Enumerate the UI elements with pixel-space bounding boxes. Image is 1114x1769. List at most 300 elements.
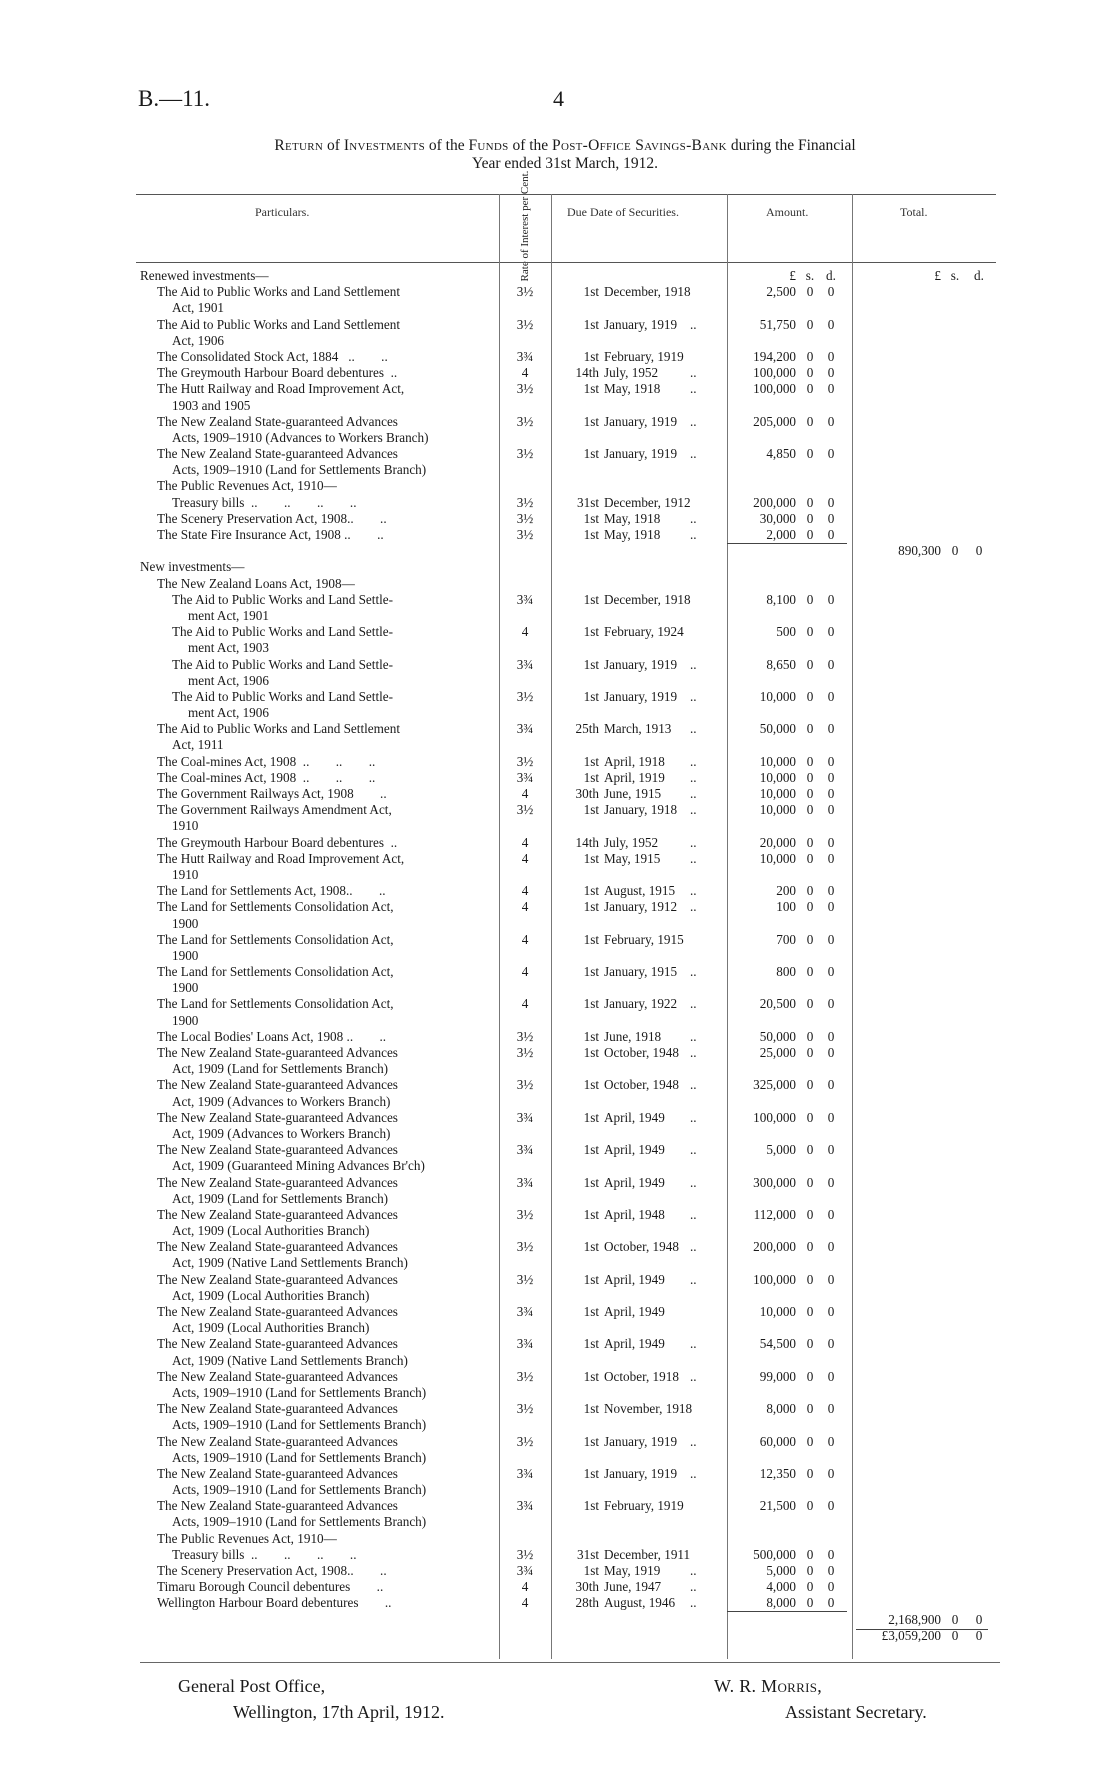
due-month-cell: June, 1915: [604, 786, 662, 801]
amount-shillings-cell: 0: [806, 1563, 814, 1578]
amount-pounds-cell: 54,500: [759, 1336, 796, 1352]
rate-cell: 3½: [516, 1206, 534, 1222]
amount-pence-cell: 0: [827, 365, 835, 381]
table-row: [0, 1498, 1114, 1514]
table-row: [0, 705, 1114, 721]
particulars-cell: The State Fire Insurance Act, 1908 .. ..: [157, 527, 384, 542]
particulars-cell: The New Zealand State-guaranteed Advances: [157, 1465, 398, 1481]
due-month-cell: January, 1912: [604, 899, 678, 915]
due-day-cell: 1st: [583, 446, 599, 462]
amount-pence-cell: 0: [827, 721, 835, 737]
title-segment: of: [323, 137, 344, 154]
leader-dots: ..: [690, 1563, 697, 1578]
amount-pounds-cell: 2,500: [766, 284, 796, 300]
particulars-cell: Acts, 1909–1910 (Land for Settlements Branch): [172, 462, 427, 478]
amount-shillings-cell: 0: [806, 802, 814, 818]
amount-shillings-cell: 0: [806, 1368, 814, 1384]
rate-cell: 3¾: [516, 1498, 534, 1514]
table-row: [0, 916, 1114, 932]
due-day-cell: 1st: [583, 1498, 599, 1514]
due-day-cell: 1st: [583, 1142, 599, 1158]
particulars-cell: The Greymouth Harbour Board debentures ..: [157, 365, 398, 381]
rate-cell: 3¾: [516, 1109, 534, 1125]
due-month-cell: December, 1912: [604, 494, 691, 510]
amount-pounds-cell: 60,000: [759, 1433, 796, 1449]
amount-shillings-cell: 0: [806, 769, 814, 785]
rate-cell: 4: [521, 365, 529, 381]
particulars-cell: The Aid to Public Works and Land Settle-: [172, 591, 394, 607]
table-row: [0, 592, 1114, 608]
amount-pence-cell: 0: [827, 1433, 835, 1449]
amount-shillings-cell: 0: [806, 1595, 814, 1611]
column-header-rate: [500, 170, 550, 282]
table-row: [0, 1272, 1114, 1288]
particulars-cell: Acts, 1909–1910 (Land for Settlements Branch): [172, 1514, 427, 1530]
due-day-cell: 30th: [575, 1579, 599, 1595]
amount-pounds-cell: 100,000: [753, 1109, 796, 1125]
leader-dots: ..: [690, 769, 697, 785]
total-pence-cell: 0: [975, 1611, 983, 1627]
table-row: [0, 1255, 1114, 1271]
amount-pounds-cell: 100,000: [753, 365, 796, 381]
amount-pence-cell: 0: [827, 883, 835, 899]
table-row: [0, 1304, 1114, 1320]
table-row: [0, 1158, 1114, 1174]
particulars-cell: The Land for Settlements Consolidation Act,: [157, 931, 394, 947]
particulars-cell: Acts, 1909–1910 (Land for Settlements Branch): [172, 1449, 427, 1465]
amount-shillings-cell: 0: [806, 899, 814, 915]
table-row: [0, 754, 1114, 770]
leader-dots: ..: [690, 996, 697, 1012]
rate-cell: 3½: [516, 1271, 534, 1287]
due-month-cell: June, 1918: [604, 1028, 662, 1044]
leader-dots: ..: [690, 964, 697, 980]
total-pence-cell: d.: [974, 268, 984, 283]
table-row: [0, 608, 1114, 624]
rate-cell: 3¾: [516, 348, 534, 364]
due-day-cell: 1st: [583, 931, 599, 947]
particulars-cell: The New Zealand State-guaranteed Advances: [157, 1206, 398, 1222]
table-row: [0, 1175, 1114, 1191]
particulars-cell: 1903 and 1905: [172, 397, 251, 413]
leader-dots: ..: [690, 316, 697, 332]
amount-shillings-cell: 0: [806, 1546, 814, 1562]
amount-pence-cell: 0: [827, 527, 835, 542]
amount-pence-cell: 0: [827, 769, 835, 785]
leader-dots: ..: [690, 802, 697, 818]
amount-shillings-cell: 0: [806, 316, 814, 332]
amount-pence-cell: 0: [827, 931, 835, 947]
particulars-cell: The New Zealand State-guaranteed Advances: [157, 1109, 398, 1125]
due-month-cell: October, 1948: [604, 1045, 679, 1060]
title-segment: Investments: [343, 137, 425, 154]
due-day-cell: 1st: [583, 591, 599, 607]
due-day-cell: 1st: [583, 964, 599, 980]
particulars-cell: 1910: [172, 866, 199, 882]
rate-cell: 3½: [516, 510, 534, 526]
amount-shillings-cell: 0: [806, 1271, 814, 1287]
table-row: [0, 737, 1114, 753]
amount-pence-cell: 0: [827, 1498, 835, 1514]
due-month-cell: April, 1949: [604, 1174, 665, 1190]
particulars-cell: Act, 1909 (Land for Settlements Branch): [172, 1190, 389, 1206]
table-row: [0, 1288, 1114, 1304]
amount-pounds-cell: 10,000: [759, 769, 796, 785]
leader-dots: ..: [690, 899, 697, 915]
particulars-cell: The New Zealand State-guaranteed Advances: [157, 1336, 398, 1352]
amount-pence-cell: 0: [827, 1174, 835, 1190]
table-row: [0, 1207, 1114, 1223]
amount-pounds-cell: 5,000: [766, 1563, 796, 1578]
amount-pounds-cell: £: [789, 268, 796, 283]
due-month-cell: May, 1918: [604, 527, 661, 542]
rate-cell: 3¾: [516, 1142, 534, 1158]
particulars-cell: Timaru Borough Council debentures ..: [157, 1579, 384, 1595]
amount-pounds-cell: 300,000: [753, 1174, 796, 1190]
amount-pence-cell: 0: [827, 348, 835, 364]
table-row: [0, 851, 1114, 867]
amount-shillings-cell: 0: [806, 1465, 814, 1481]
leader-dots: ..: [690, 1465, 697, 1481]
leader-dots: ..: [690, 688, 697, 704]
particulars-cell: ment Act, 1903: [188, 640, 269, 656]
amount-pounds-cell: 10,000: [759, 753, 796, 769]
due-month-cell: February, 1919: [604, 1498, 684, 1514]
rate-cell: 3½: [516, 753, 534, 769]
amount-pounds-cell: 10,000: [759, 802, 796, 818]
due-day-cell: 1st: [583, 624, 599, 640]
due-month-cell: May, 1918: [604, 510, 661, 526]
amount-shillings-cell: 0: [806, 510, 814, 526]
leader-dots: ..: [690, 1336, 697, 1352]
due-day-cell: 1st: [583, 850, 599, 866]
due-month-cell: July, 1952: [604, 834, 659, 850]
table-row: [0, 365, 1114, 381]
amount-pence-cell: 0: [827, 1304, 835, 1319]
leader-dots: ..: [690, 721, 697, 737]
amount-pence-cell: 0: [827, 1077, 835, 1093]
amount-pounds-cell: 200,000: [753, 494, 796, 510]
amount-shillings-cell: 0: [806, 996, 814, 1012]
amount-pounds-cell: 325,000: [753, 1077, 796, 1093]
table-row: [0, 430, 1114, 446]
leader-dots: ..: [690, 1433, 697, 1449]
amount-pence-cell: 0: [827, 1579, 835, 1595]
document-reference: B.—11.: [138, 86, 210, 111]
amount-pence-cell: 0: [827, 1595, 835, 1611]
particulars-cell: Act, 1909 (Local Authorities Branch): [172, 1223, 370, 1239]
amount-pounds-cell: 99,000: [759, 1368, 796, 1384]
leader-dots: ..: [690, 1142, 697, 1158]
due-month-cell: August, 1946: [604, 1595, 676, 1611]
amount-pounds-cell: 50,000: [759, 1028, 796, 1044]
signatory-title: Assistant Secretary.: [785, 1702, 927, 1722]
due-day-cell: 1st: [583, 1077, 599, 1093]
amount-pounds-cell: 8,000: [766, 1401, 796, 1417]
due-month-cell: April, 1949: [604, 1271, 665, 1287]
total-pounds-cell: 2,168,900: [888, 1611, 941, 1627]
table-row: [0, 1595, 1114, 1611]
amount-shillings-cell: 0: [806, 365, 814, 381]
amount-shillings-cell: 0: [806, 1206, 814, 1222]
particulars-cell: ment Act, 1906: [188, 672, 269, 688]
particulars-cell: The New Zealand State-guaranteed Advances: [157, 1271, 398, 1287]
table-row: [0, 317, 1114, 333]
particulars-cell: ment Act, 1901: [188, 607, 269, 623]
amount-shillings-cell: 0: [806, 1045, 814, 1060]
rate-cell: 4: [521, 931, 529, 947]
total-shillings-cell: 0: [951, 543, 959, 559]
leader-dots: ..: [690, 510, 697, 526]
leader-dots: ..: [690, 1077, 697, 1093]
table-row: [0, 673, 1114, 689]
table-row: [0, 1369, 1114, 1385]
due-day-cell: 1st: [583, 769, 599, 785]
due-month-cell: May, 1919: [604, 1563, 661, 1578]
particulars-cell: The Consolidated Stock Act, 1884 .. ..: [157, 348, 388, 364]
particulars-cell: The Aid to Public Works and Land Settle-: [172, 624, 394, 640]
amount-shillings-cell: 0: [806, 753, 814, 769]
due-day-cell: 1st: [583, 753, 599, 769]
amount-pounds-cell: 50,000: [759, 721, 796, 737]
table-row: [0, 835, 1114, 851]
rate-cell: 3¾: [516, 1336, 534, 1352]
table-row: [0, 511, 1114, 527]
due-month-cell: October, 1948: [604, 1239, 679, 1255]
particulars-cell: The New Zealand State-guaranteed Advances: [157, 1045, 398, 1060]
due-month-cell: May, 1915: [604, 850, 661, 866]
rate-cell: 4: [521, 899, 529, 915]
table-row: [0, 268, 1114, 284]
table-row: [0, 1191, 1114, 1207]
due-day-cell: 1st: [583, 527, 599, 542]
amount-pence-cell: 0: [827, 591, 835, 607]
title-segment: Funds: [468, 137, 509, 154]
amount-pence-cell: 0: [827, 753, 835, 769]
amount-shillings-cell: 0: [806, 1174, 814, 1190]
leader-dots: ..: [690, 850, 697, 866]
particulars-cell: Act, 1909 (Guaranteed Mining Advances Br'ch): [172, 1158, 425, 1174]
amount-pounds-cell: 4,000: [766, 1579, 796, 1595]
due-day-cell: 14th: [575, 365, 599, 381]
table-row: [0, 964, 1114, 980]
amount-shillings-cell: 0: [806, 1239, 814, 1255]
particulars-cell: The Public Revenues Act, 1910—: [157, 478, 337, 494]
total-pence-cell: 0: [975, 1627, 983, 1643]
rate-cell: 4: [521, 850, 529, 866]
table-row: [0, 543, 1114, 559]
due-day-cell: 1st: [583, 1045, 599, 1060]
table-row: [0, 1336, 1114, 1352]
particulars-cell: The Coal-mines Act, 1908 .. .. ..: [157, 753, 376, 769]
amount-pounds-cell: 21,500: [759, 1498, 796, 1514]
rate-cell: 3½: [516, 1239, 534, 1255]
table-row: [0, 1029, 1114, 1045]
amount-pence-cell: 0: [827, 1271, 835, 1287]
due-day-cell: 1st: [583, 656, 599, 672]
leader-dots: ..: [690, 381, 697, 397]
rate-cell: 3½: [516, 1045, 534, 1060]
amount-shillings-cell: 0: [806, 688, 814, 704]
due-month-cell: February, 1924: [604, 624, 684, 640]
particulars-cell: Act, 1909 (Advances to Workers Branch): [172, 1125, 391, 1141]
amount-pounds-cell: 500: [776, 624, 796, 640]
table-row: [0, 559, 1114, 575]
particulars-cell: The Aid to Public Works and Land Settle-: [172, 656, 394, 672]
title-line-2: Year ended 31st March, 1912.: [471, 155, 659, 172]
due-month-cell: February, 1915: [604, 931, 684, 947]
particulars-cell: The New Zealand Loans Act, 1908—: [157, 575, 355, 591]
amount-pounds-cell: 30,000: [759, 510, 796, 526]
due-day-cell: 1st: [583, 1109, 599, 1125]
total-shillings-cell: 0: [951, 1627, 959, 1643]
table-row: [0, 640, 1114, 656]
particulars-cell: The Aid to Public Works and Land Settlement: [157, 721, 400, 737]
amount-pence-cell: 0: [827, 996, 835, 1012]
table-row: [0, 1612, 1114, 1628]
amount-pence-cell: 0: [827, 284, 835, 300]
table-row: [0, 883, 1114, 899]
rate-cell: 4: [521, 964, 529, 980]
amount-shillings-cell: 0: [806, 883, 814, 899]
particulars-cell: The Greymouth Harbour Board debentures ..: [157, 834, 398, 850]
amount-shillings-cell: 0: [806, 413, 814, 429]
amount-pence-cell: 0: [827, 316, 835, 332]
rate-cell: 4: [521, 1579, 529, 1595]
rate-cell: 4: [521, 624, 529, 640]
amount-pence-cell: 0: [827, 494, 835, 510]
table-row: [0, 1563, 1114, 1579]
rate-cell: 3¾: [516, 656, 534, 672]
amount-shillings-cell: 0: [806, 624, 814, 640]
particulars-cell: The Scenery Preservation Act, 1908.. ..: [157, 510, 387, 526]
amount-shillings-cell: s.: [805, 268, 815, 283]
particulars-cell: Act, 1911: [172, 737, 224, 753]
table-row: [0, 932, 1114, 948]
rate-cell: 3½: [516, 446, 534, 462]
table-row: [0, 462, 1114, 478]
particulars-cell: The New Zealand State-guaranteed Advances: [157, 1142, 398, 1158]
particulars-cell: Act, 1901: [172, 300, 225, 316]
table-row: [0, 770, 1114, 786]
rate-cell: 3½: [516, 1077, 534, 1093]
due-month-cell: February, 1919: [604, 348, 684, 364]
table-row: [0, 349, 1114, 365]
due-day-cell: 14th: [575, 834, 599, 850]
particulars-cell: ment Act, 1906: [188, 705, 269, 721]
table-row: [0, 1434, 1114, 1450]
amount-shillings-cell: 0: [806, 834, 814, 850]
total-pounds-cell: 890,300: [898, 543, 941, 559]
particulars-cell: The Aid to Public Works and Land Settlement: [157, 284, 400, 300]
rate-cell: 3½: [516, 316, 534, 332]
amount-shillings-cell: 0: [806, 1401, 814, 1417]
particulars-cell: Act, 1906: [172, 332, 225, 348]
particulars-cell: The New Zealand State-guaranteed Advances: [157, 1498, 398, 1514]
due-month-cell: April, 1949: [604, 1109, 665, 1125]
due-day-cell: 1st: [583, 510, 599, 526]
amount-pounds-cell: 10,000: [759, 688, 796, 704]
particulars-cell: 1900: [172, 947, 199, 963]
table-row: [0, 1126, 1114, 1142]
table-row: [0, 1579, 1114, 1595]
particulars-cell: Wellington Harbour Board debentures ..: [157, 1595, 392, 1611]
due-month-cell: January, 1919: [604, 1433, 678, 1449]
particulars-cell: 1910: [172, 818, 199, 834]
amount-shillings-cell: 0: [806, 931, 814, 947]
due-month-cell: December, 1918: [604, 591, 691, 607]
table-row: [0, 899, 1114, 915]
table-row: [0, 721, 1114, 737]
amount-pence-cell: 0: [827, 510, 835, 526]
column-header-due-date: Due Date of Securities.: [567, 205, 679, 219]
document-title: [130, 137, 1000, 173]
due-day-cell: 1st: [583, 1028, 599, 1044]
leader-dots: ..: [690, 1174, 697, 1190]
amount-shillings-cell: 0: [806, 1304, 814, 1319]
table-row: [0, 1401, 1114, 1417]
due-day-cell: 30th: [575, 786, 599, 801]
rate-cell: 3¾: [516, 1563, 534, 1578]
particulars-cell: The Hutt Railway and Road Improvement Act,: [157, 850, 405, 866]
due-day-cell: 28th: [575, 1595, 599, 1611]
table-row: [0, 657, 1114, 673]
particulars-cell: The Land for Settlements Consolidation Act,: [157, 899, 394, 915]
amount-pence-cell: 0: [827, 1368, 835, 1384]
leader-dots: ..: [690, 1239, 697, 1255]
particulars-cell: Act, 1909 (Native Land Settlements Branch): [172, 1255, 408, 1271]
table-row: [0, 867, 1114, 883]
due-month-cell: January, 1918: [604, 802, 678, 818]
amount-pounds-cell: 8,100: [766, 591, 796, 607]
table-header-rule: [136, 262, 996, 263]
particulars-cell: The Coal-mines Act, 1908 .. .. ..: [157, 769, 376, 785]
particulars-cell: The New Zealand State-guaranteed Advances: [157, 1174, 398, 1190]
leader-dots: ..: [690, 656, 697, 672]
leader-dots: ..: [690, 1368, 697, 1384]
due-day-cell: 1st: [583, 316, 599, 332]
particulars-cell: The New Zealand State-guaranteed Advances: [157, 1304, 398, 1319]
amount-pounds-cell: 100,000: [753, 381, 796, 397]
rate-cell: 3½: [516, 1433, 534, 1449]
particulars-cell: 1900: [172, 915, 199, 931]
table-row: [0, 624, 1114, 640]
amount-pence-cell: 0: [827, 1142, 835, 1158]
amount-pence-cell: 0: [827, 786, 835, 801]
table-row: [0, 381, 1114, 397]
amount-shillings-cell: 0: [806, 1433, 814, 1449]
title-segment: Return: [274, 137, 324, 154]
leader-dots: ..: [690, 834, 697, 850]
particulars-cell: The Government Railways Act, 1908 ..: [157, 786, 387, 801]
due-month-cell: May, 1918: [604, 381, 661, 397]
table-row: [0, 414, 1114, 430]
amount-pence-cell: 0: [827, 834, 835, 850]
column-header-particulars: Particulars.: [255, 205, 310, 219]
leader-dots: ..: [690, 1109, 697, 1125]
amount-shillings-cell: 0: [806, 964, 814, 980]
table-row: [0, 527, 1114, 543]
leader-dots: ..: [690, 753, 697, 769]
due-day-cell: 1st: [583, 1239, 599, 1255]
particulars-cell: Acts, 1909–1910 (Advances to Workers Branch): [172, 429, 429, 445]
amount-pence-cell: 0: [827, 1109, 835, 1125]
amount-pounds-cell: 10,000: [759, 850, 796, 866]
table-row: [0, 1320, 1114, 1336]
table-row: [0, 1482, 1114, 1498]
amount-pounds-cell: 700: [776, 931, 796, 947]
amount-pounds-cell: 194,200: [753, 348, 796, 364]
